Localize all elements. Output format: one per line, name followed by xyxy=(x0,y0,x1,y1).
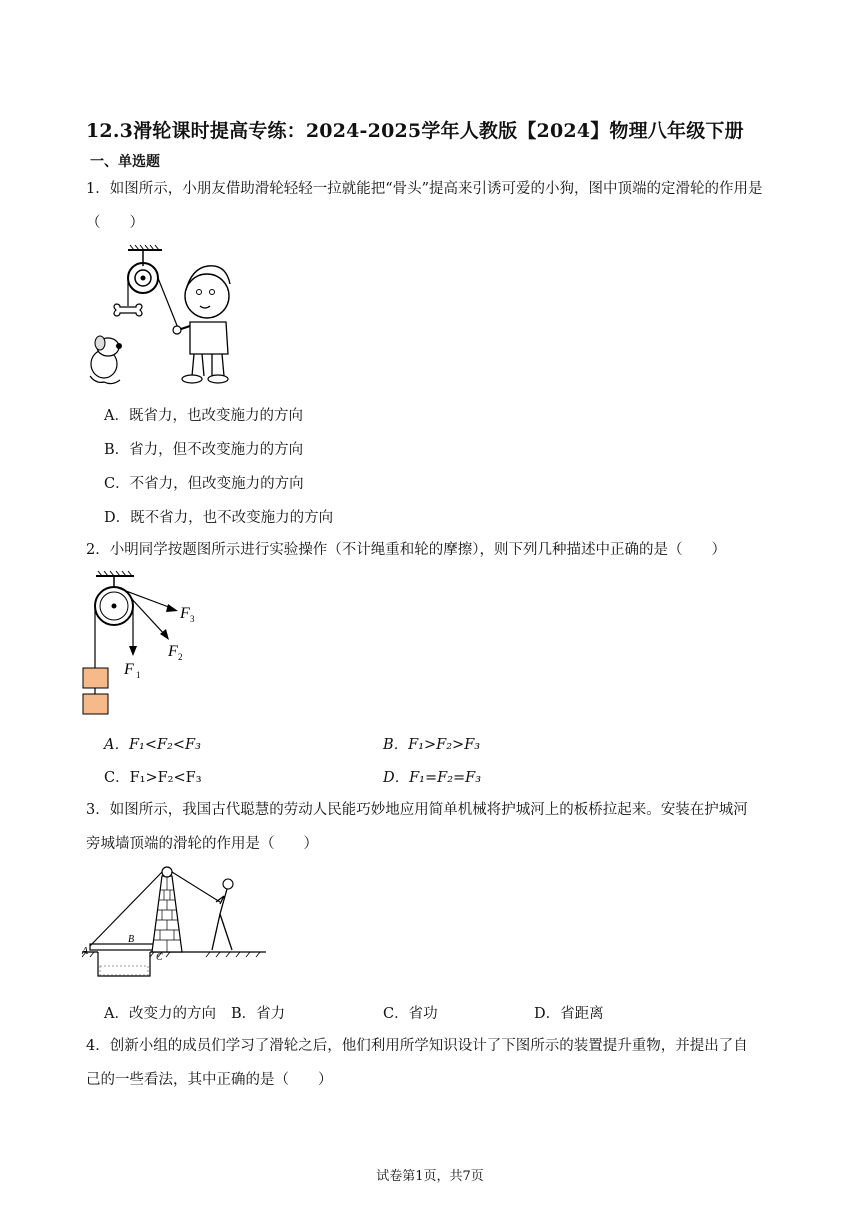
q2-stem: 2．小明同学按题图所示进行实验操作（不计绳重和轮的摩擦），则下列几种描述中正确的是（ ） xyxy=(86,542,726,558)
q4-stem-line2: 己的一些看法，其中正确的是（ ） xyxy=(86,1072,333,1088)
q3-label-a: A xyxy=(82,946,89,957)
q3-figure-drawbridge xyxy=(80,862,270,982)
q2-label-f3-sub: 3 xyxy=(190,614,195,624)
q2-label-f2-sub: 2 xyxy=(178,652,183,662)
q3-stem-line1: 3．如图所示，我国古代聪慧的劳动人民能巧妙地应用简单机械将护城河上的板桥拉起来。安装在护城河 xyxy=(86,802,748,818)
q2-option-c: C．F₁>F₂<F₃ xyxy=(104,770,202,786)
q1-stem-line1: 1．如图所示，小朋友借助滑轮轻轻一拉就能把“骨头”提高来引诱可爱的小狗，图中顶端的定滑轮的作用是 xyxy=(86,181,763,197)
q2-label-f1-sub: 1 xyxy=(136,670,141,680)
q2-label-f2: F xyxy=(168,643,178,660)
q2-option-b: B．F₁>F₂>F₃ xyxy=(383,737,481,753)
q2-figure-pulley-forces xyxy=(80,570,210,720)
q1-stem-line2: （ ） xyxy=(86,215,144,231)
q2-option-a: A．F₁<F₂<F₃ xyxy=(104,737,201,753)
page-footer: 试卷第1页，共7页 xyxy=(376,1169,484,1184)
q3-option-a: A．改变力的方向 xyxy=(104,1006,216,1022)
q1-option-b: B．省力，但不改变施力的方向 xyxy=(104,442,304,458)
q1-option-a: A．既省力，也改变施力的方向 xyxy=(104,408,303,424)
q2-label-f1: F xyxy=(124,661,134,678)
q3-label-c: C xyxy=(156,952,163,963)
q3-label-b: B xyxy=(128,934,135,945)
section-heading: 一、单选题 xyxy=(90,154,160,170)
q4-stem-line1: 4．创新小组的成员们学习了滑轮之后，他们利用所学知识设计了下图所示的装置提升重物，并提出了自 xyxy=(86,1038,748,1054)
q1-option-d: D．既不省力，也不改变施力的方向 xyxy=(104,510,334,526)
q3-stem-line2: 旁城墙顶端的滑轮的作用是（ ） xyxy=(86,836,318,852)
page-title: 12.3滑轮课时提高专练：2024-2025学年人教版【2024】物理八年级下册 xyxy=(86,120,744,142)
q3-option-b: B．省力 xyxy=(231,1006,286,1022)
q3-option-c: C．省功 xyxy=(383,1006,438,1022)
q3-option-d: D．省距离 xyxy=(534,1006,604,1022)
q1-figure-pulley-boy-dog xyxy=(86,244,246,390)
q2-option-d: D．F₁=F₂=F₃ xyxy=(383,770,482,786)
q1-option-c: C．不省力，但改变施力的方向 xyxy=(104,476,304,492)
q2-label-f3: F xyxy=(180,605,190,622)
